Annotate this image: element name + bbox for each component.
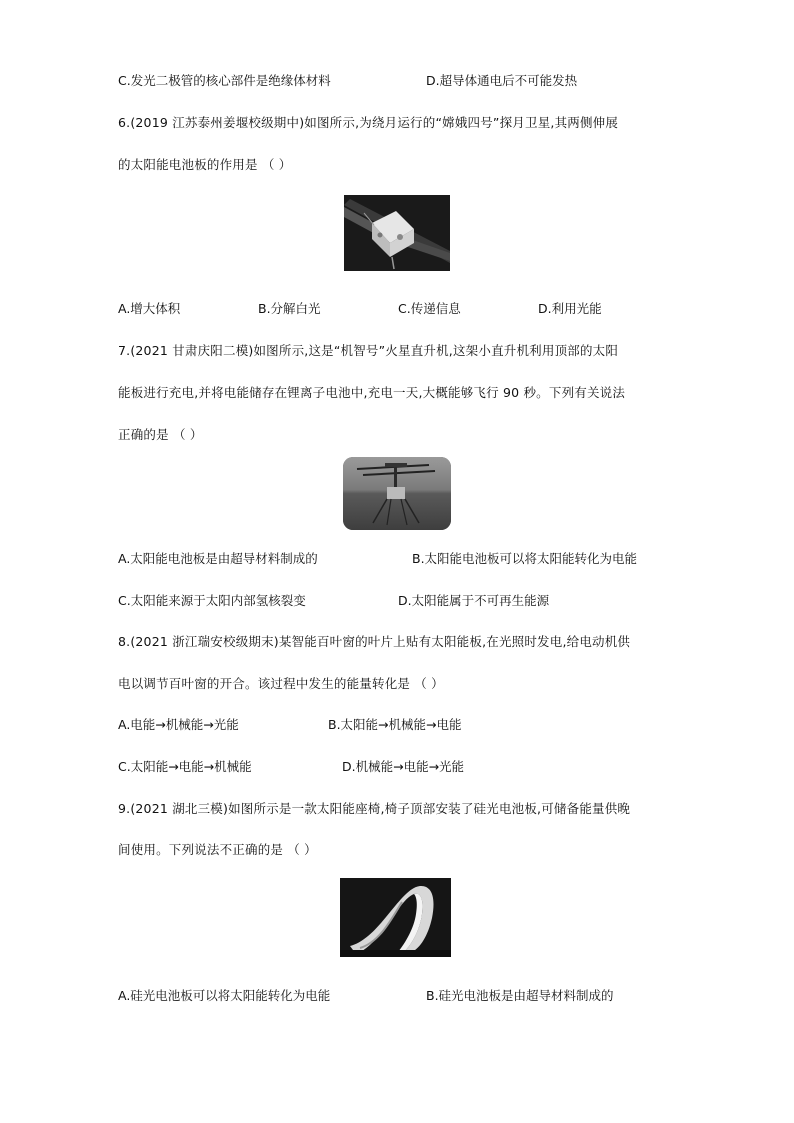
question-9-line-2: 间使用。下列说法不正确的是 （ ） xyxy=(118,842,317,857)
solar-chair-image xyxy=(340,878,451,957)
option-7a: A.太阳能电池板是由超导材料制成的 xyxy=(118,551,318,566)
option-5c: C.发光二极管的核心部件是绝缘体材料 xyxy=(118,73,331,88)
option-5d: D.超导体通电后不可能发热 xyxy=(426,73,578,88)
option-6b: B.分解白光 xyxy=(258,301,321,316)
question-8-line-1: 8.(2021 浙江瑞安校级期末)某智能百叶窗的叶片上贴有太阳能板,在光照时发电,给电动机供 xyxy=(118,634,631,649)
mars-helicopter-image xyxy=(343,457,451,530)
question-6-line-2: 的太阳能电池板的作用是 （ ） xyxy=(118,157,292,172)
option-8d: D.机械能→电能→光能 xyxy=(342,759,465,774)
question-8-line-2: 电以调节百叶窗的开合。该过程中发生的能量转化是 （ ） xyxy=(118,676,444,691)
option-6d: D.利用光能 xyxy=(538,301,602,316)
option-8c: C.太阳能→电能→机械能 xyxy=(118,759,252,774)
question-7-line-2: 能板进行充电,并将电能储存在锂离子电池中,充电一天,大概能够飞行 90 秒。下列有关说法 xyxy=(118,385,626,400)
option-9a: A.硅光电池板可以将太阳能转化为电能 xyxy=(118,988,331,1003)
question-7-line-3: 正确的是 （ ） xyxy=(118,427,203,442)
question-6-line-1: 6.(2019 江苏泰州姜堰校级期中)如图所示,为绕月运行的“嫦娥四号”探月卫星,其两侧伸展 xyxy=(118,115,619,130)
satellite-image xyxy=(344,195,450,271)
option-6c: C.传递信息 xyxy=(398,301,461,316)
option-9b: B.硅光电池板是由超导材料制成的 xyxy=(426,988,614,1003)
option-8b: B.太阳能→机械能→电能 xyxy=(328,717,462,732)
question-7-line-1: 7.(2021 甘肃庆阳二模)如图所示,这是“机智号”火星直升机,这架小直升机利用顶部的太阳 xyxy=(118,343,619,358)
question-9-line-1: 9.(2021 湖北三模)如图所示是一款太阳能座椅,椅子顶部安装了硅光电池板,可储备能量供晚 xyxy=(118,801,631,816)
option-6a: A.增大体积 xyxy=(118,301,181,316)
option-7b: B.太阳能电池板可以将太阳能转化为电能 xyxy=(412,551,638,566)
option-7c: C.太阳能来源于太阳内部氢核裂变 xyxy=(118,593,306,608)
option-7d: D.太阳能属于不可再生能源 xyxy=(398,593,550,608)
option-8a: A.电能→机械能→光能 xyxy=(118,717,239,732)
